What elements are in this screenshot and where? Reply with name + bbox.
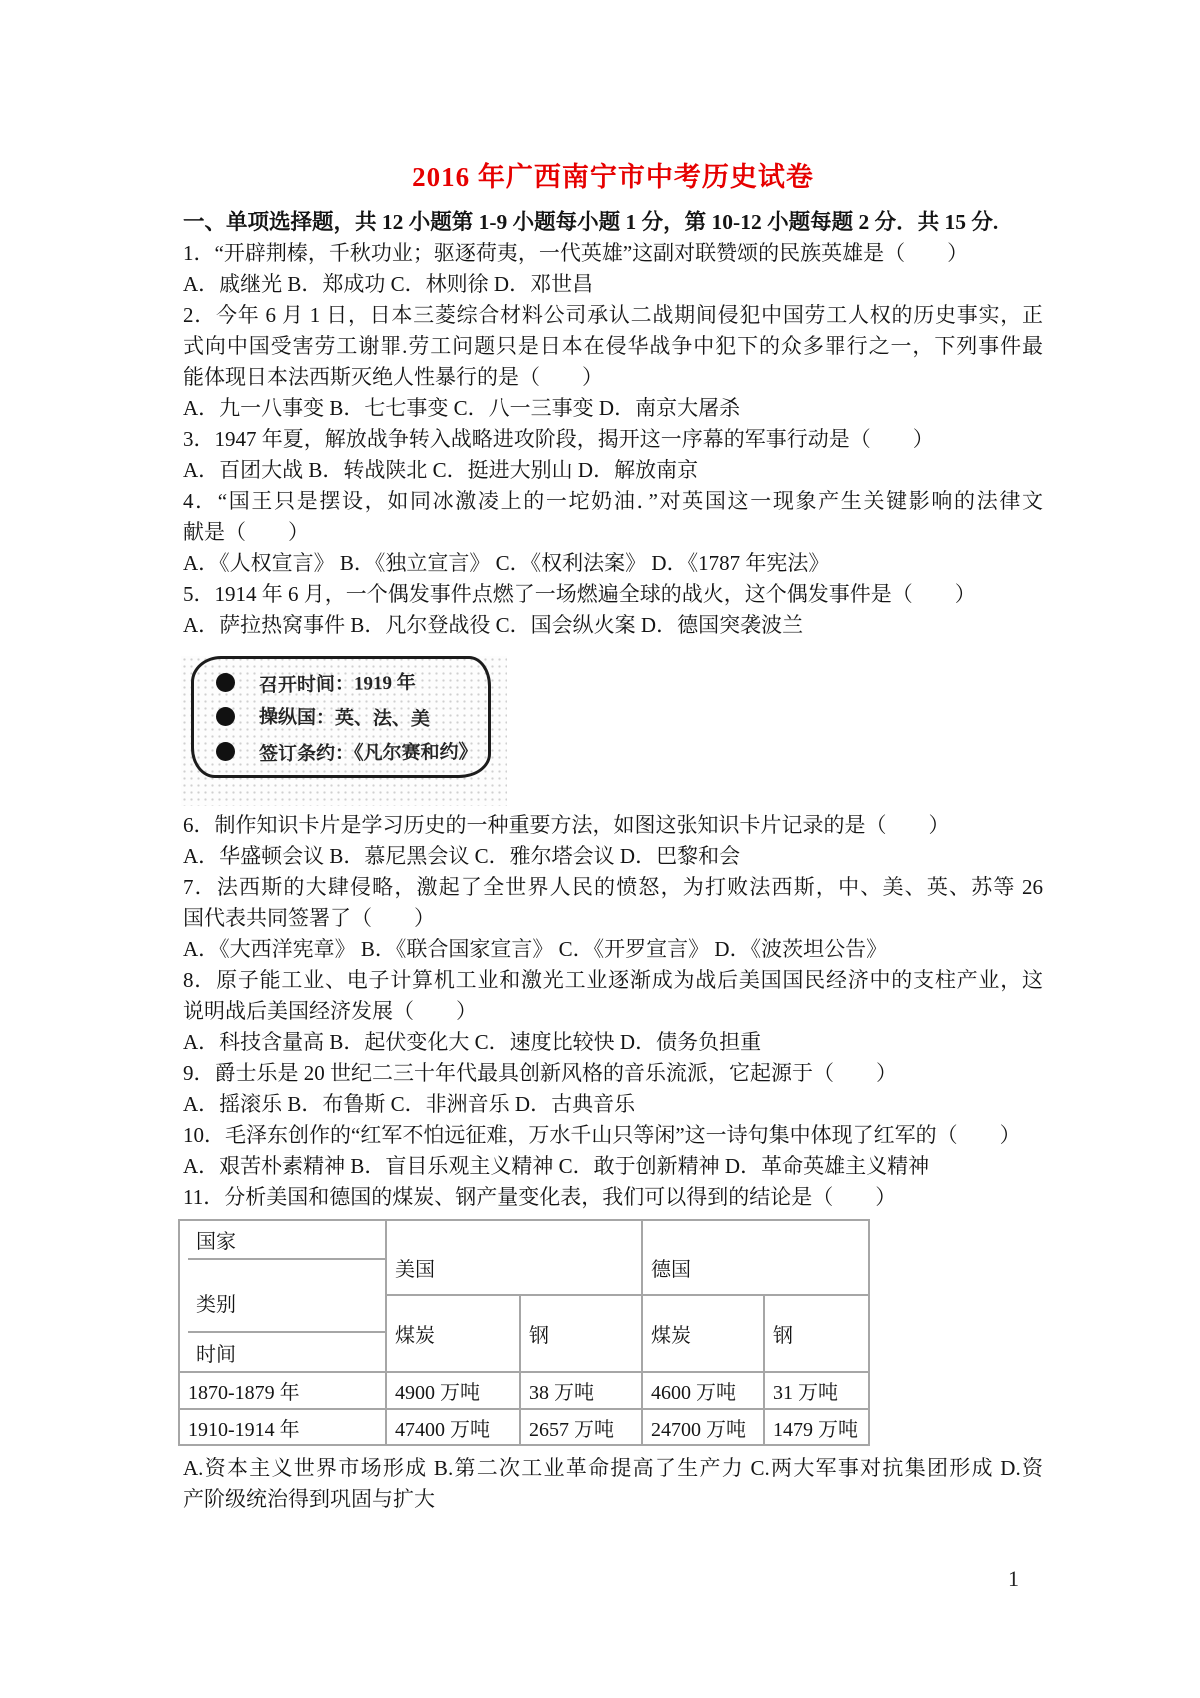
row-germany-steel: 31 万吨 bbox=[764, 1372, 869, 1409]
bullet-dot-icon bbox=[216, 742, 235, 761]
bullet-dot-icon bbox=[216, 673, 235, 692]
card-row-time bbox=[194, 669, 488, 696]
row-germany-coal: 4600 万吨 bbox=[642, 1372, 764, 1409]
question-4-options: A．《人权宣言》 B．《独立宣言》 C．《权利法案》 D．《1787 年宪法》 bbox=[183, 551, 830, 575]
question-8-options: A．科技含量高 B．起伏变化大 C．速度比较快 D．债务负担重 bbox=[183, 1030, 762, 1054]
row-germany-steel: 1479 万吨 bbox=[764, 1409, 869, 1445]
card-row-powers bbox=[194, 703, 488, 730]
question-2-stem-line-2: 式向中国受害劳工谢罪.劳工问题只是日本在侵华战争中犯下的众多罪行之一，下列事件最 bbox=[183, 334, 1043, 358]
question-11-options-line-2: 产阶级统治得到巩固与扩大 bbox=[183, 1487, 435, 1511]
header-germany: 德国 bbox=[642, 1220, 869, 1295]
question-7-options: A．《大西洋宪章》 B．《联合国家宣言》 C．《开罗宣言》 D．《波茨坦公告》 bbox=[183, 937, 888, 961]
page-content bbox=[183, 160, 1043, 1515]
question-5-options: A．萨拉热窝事件 B．凡尔登战役 C．国会纵火案 D．德国突袭波兰 bbox=[183, 613, 804, 637]
card-powers-text: 操纵国：英、法、美 bbox=[258, 707, 431, 731]
corner-time-label: 时间 bbox=[196, 1343, 236, 1366]
section-heading: 一、单项选择题，共 12 小题第 1-9 小题每小题 1 分，第 10-12 小题每题 2 分．共 15 分. bbox=[183, 210, 999, 234]
question-7-stem-line-2: 国代表共同签署了（ ） bbox=[183, 906, 435, 930]
question-2-stem-line-3: 能体现日本法西斯灭绝人性暴行的是（ ） bbox=[183, 365, 603, 389]
row-usa-coal: 4900 万吨 bbox=[386, 1372, 520, 1409]
header-usa: 美国 bbox=[386, 1220, 642, 1295]
card-row-treaty bbox=[194, 738, 488, 765]
header-germany-steel: 钢 bbox=[764, 1295, 869, 1372]
question-9-stem: 9．爵士乐是 20 世纪二三十年代最具创新风格的音乐流派，它起源于（ ） bbox=[183, 1061, 897, 1085]
question-11-stem: 11．分析美国和德国的煤炭、钢产量变化表，我们可以得到的结论是（ ） bbox=[183, 1185, 897, 1209]
question-6-stem: 6．制作知识卡片是学习历史的一种重要方法，如图这张知识卡片记录的是（ ） bbox=[183, 813, 950, 837]
corner-country-label: 国家 bbox=[188, 1221, 385, 1260]
coal-steel-production-table bbox=[178, 1219, 870, 1446]
row-usa-steel: 2657 万吨 bbox=[520, 1409, 642, 1445]
bullet-dot-icon bbox=[216, 707, 235, 726]
question-10-stem: 10．毛泽东创作的“红军不怕远征难，万水千山只等闲”这一诗句集中体现了红军的（ ） bbox=[183, 1123, 1021, 1147]
question-10-options: A．艰苦朴素精神 B．盲目乐观主义精神 C．敢于创新精神 D．革命英雄主义精神 bbox=[183, 1154, 930, 1178]
header-usa-steel: 钢 bbox=[520, 1295, 642, 1372]
corner-category-label: 类别 bbox=[188, 1260, 385, 1333]
question-4-stem-line-2: 献是（ ） bbox=[183, 520, 309, 544]
card-treaty-text: 签订条约：《凡尔赛和约》 bbox=[258, 741, 478, 766]
question-7-stem-line-1: 7．法西斯的大肆侵略，激起了全世界人民的愤怒，为打败法西斯，中、美、英、苏等 26 bbox=[183, 875, 1043, 899]
question-6-options: A．华盛顿会议 B．慕尼黑会议 C．雅尔塔会议 D．巴黎和会 bbox=[183, 844, 741, 868]
row-period: 1870-1879 年 bbox=[179, 1372, 386, 1409]
question-2-options: A．九一八事变 B．七七事变 C．八一三事变 D．南京大屠杀 bbox=[183, 396, 741, 420]
table-corner-cell bbox=[179, 1220, 386, 1372]
page-number: 1 bbox=[1008, 1566, 1019, 1591]
question-1-options: A．戚继光 B．郑成功 C．林则徐 D．邓世昌 bbox=[183, 272, 594, 296]
page-title: 2016 年广西南宁市中考历史试卷 bbox=[412, 162, 814, 192]
row-germany-coal: 24700 万吨 bbox=[642, 1409, 764, 1445]
question-5-stem: 5．1914 年 6 月，一个偶发事件点燃了一场燃遍全球的战火，这个偶发事件是（ ） bbox=[183, 582, 976, 606]
question-3-stem: 3．1947 年夏，解放战争转入战略进攻阶段，揭开这一序幕的军事行动是（ ） bbox=[183, 427, 934, 451]
row-period: 1910-1914 年 bbox=[179, 1409, 386, 1445]
knowledge-card-figure bbox=[181, 656, 507, 806]
question-2-stem-line-1: 2．今年 6 月 1 日，日本三菱综合材料公司承认二战期间侵犯中国劳工人权的历史事实，正 bbox=[183, 303, 1043, 327]
header-germany-coal: 煤炭 bbox=[642, 1295, 764, 1372]
table-row bbox=[179, 1372, 869, 1409]
knowledge-card bbox=[191, 656, 491, 778]
question-11-options-line-1: A.资本主义世界市场形成 B.第二次工业革命提高了生产力 C.两大军事对抗集团形成 D.资 bbox=[183, 1456, 1043, 1480]
question-1-stem: 1．“开辟荆榛，千秋功业；驱逐荷夷，一代英雄”这副对联赞颂的民族英雄是（ ） bbox=[183, 241, 969, 265]
question-8-stem-line-2: 说明战后美国经济发展（ ） bbox=[183, 999, 477, 1023]
question-8-stem-line-1: 8．原子能工业、电子计算机工业和激光工业逐渐成为战后美国国民经济中的支柱产业，这 bbox=[183, 968, 1043, 992]
row-usa-coal: 47400 万吨 bbox=[386, 1409, 520, 1445]
row-usa-steel: 38 万吨 bbox=[520, 1372, 642, 1409]
header-usa-coal: 煤炭 bbox=[386, 1295, 520, 1372]
question-3-options: A．百团大战 B．转战陕北 C．挺进大别山 D．解放南京 bbox=[183, 458, 699, 482]
table-row bbox=[179, 1409, 869, 1445]
question-4-stem-line-1: 4．“国王只是摆设，如同冰激凌上的一坨奶油．”对英国这一现象产生关键影响的法律文 bbox=[183, 489, 1043, 513]
card-time-text: 召开时间：1919 年 bbox=[258, 672, 417, 697]
question-9-options: A．摇滚乐 B．布鲁斯 C．非洲音乐 D．古典音乐 bbox=[183, 1092, 636, 1116]
